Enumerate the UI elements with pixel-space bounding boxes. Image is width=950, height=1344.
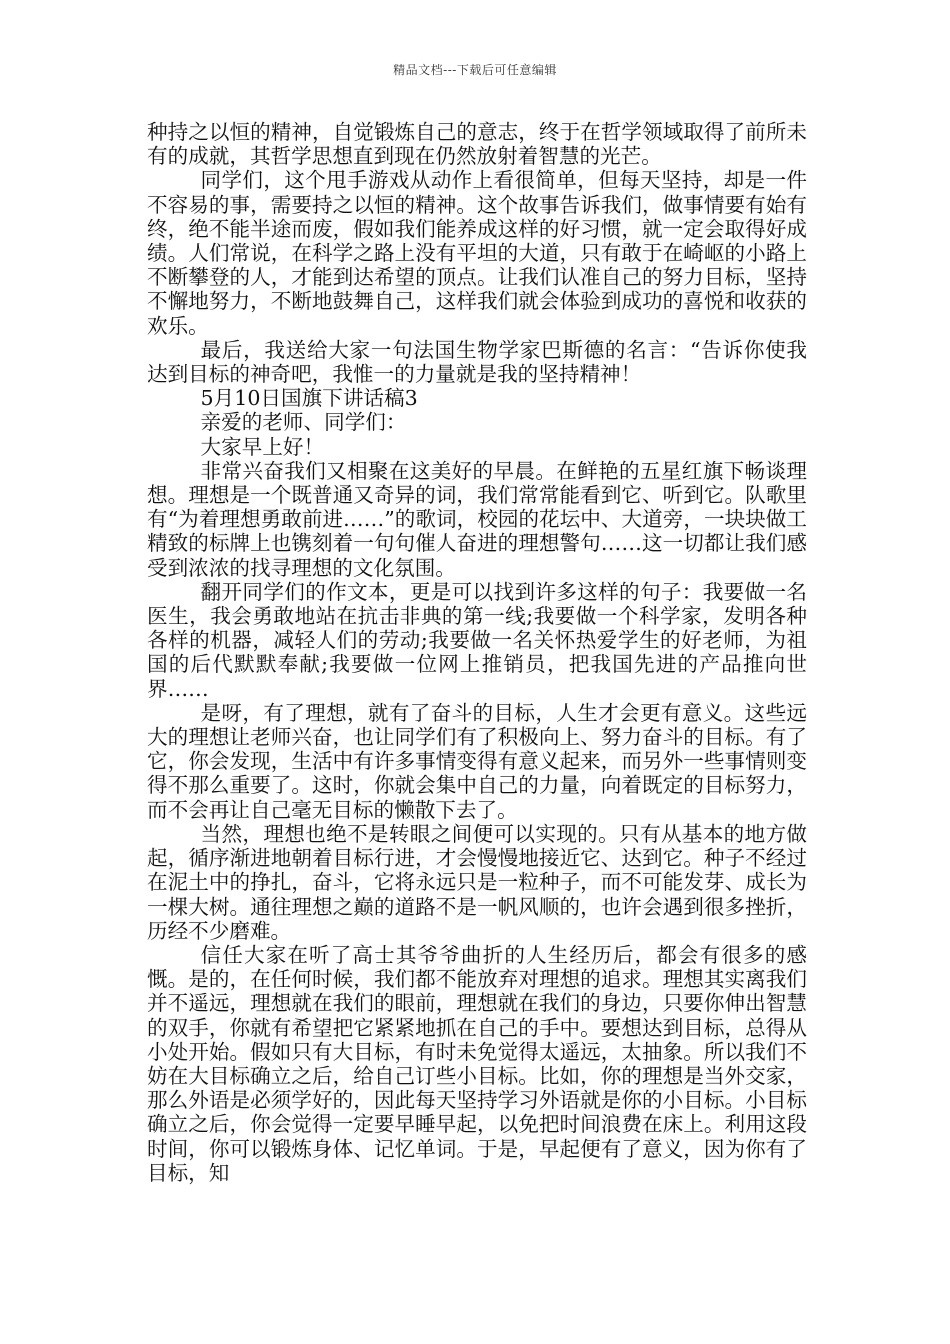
- salutation: 亲爱的老师、同学们：: [200, 410, 407, 435]
- paragraph: 信任大家在听了高士其爷爷曲折的人生经历后，都会有很多的感慨。是的，在任何时候，我们都不能放弃对理想的追求。理想其实离我们并不遥远，理想就在我们的眼前，理想就在我们的身边，只要你伸出智慧的双手，你就有希望把它紧紧地抓在自己的手中。要想达到目标，总得从小处开始。假如只有大目标，有时未免觉得太遥远，太抽象。所以我们不妨在大目标确立之后，给自己订些小目标。比如，你的理想是当外交家，那么外语是必须学好的，因此每天坚持学习外语就是你的小目标。小目标确立之后，你会觉得一定要早睡早起，以免把时间浪费在床上。利用这段时间，你可以锻炼身体、记忆单词。于是，早起便有了意义，因为你有了目标，知: [147, 942, 807, 1185]
- paragraph: 同学们，这个甩手游戏从动作上看很简单，但每天坚持，却是一件不容易的事，需要持之以恒的精神。这个故事告诉我们，做事情要有始有终，绝不能半途而废，假如我们能养成这样的好习惯，就一定会取得好成绩。人们常说，在科学之路上没有平坦的大道，只有敢于在崎岖的小路上不断攀登的人，才能到达希望的顶点。让我们认准自己的努力目标，坚持不懈地努力，不断地鼓舞自己，这样我们就会体验到成功的喜悦和收获的欢乐。: [147, 168, 807, 338]
- document-body: [147, 120, 807, 1185]
- paragraph: 非常兴奋我们又相聚在这美好的早晨。在鲜艳的五星红旗下畅谈理想。理想是一个既普通又奇异的词，我们常常能看到它、听到它。队歌里有“为着理想勇敢前进……”的歌词，校园的花坛中、大道旁，一块块做工精致的标牌上也镌刻着一句句催人奋进的理想警句……这一切都让我们感受到浓浓的找寻理想的文化氛围。: [147, 458, 807, 580]
- paragraph: 当然，理想也绝不是转眼之间便可以实现的。只有从基本的地方做起，循序渐进地朝着目标行进，才会慢慢地接近它、达到它。种子不经过在泥土中的挣扎，奋斗，它将永远只是一粒种子，而不可能发芽、成长为一棵大树。通往理想之巅的道路不是一帆风顺的，也许会遇到很多挫折，历经不少磨难。: [147, 821, 807, 943]
- greeting: 大家早上好！: [200, 434, 325, 459]
- page-header: 精品文档---下载后可任意编辑: [393, 63, 557, 77]
- paragraph: 最后，我送给大家一句法国生物学家巴斯德的名言：“告诉你使我达到目标的神奇吧，我惟一的力量就是我的坚持精神！: [147, 337, 807, 387]
- paragraph: 翻开同学们的作文本，更是可以找到许多这样的句子：我要做一名医生，我会勇敢地站在抗击非典的第一线;我要做一个科学家，发明各种各样的机器，减轻人们的劳动;我要做一名关怀热爱学生的好老师，为祖国的后代默默奉献;我要做一位网上推销员，把我国先进的产品推向世界……: [147, 579, 807, 701]
- paragraph: 种持之以恒的精神，自觉锻炼自己的意志，终于在哲学领域取得了前所未有的成就，其哲学思想直到现在仍然放射着智慧的光芒。: [147, 120, 807, 169]
- section-title: 5月10日国旗下讲话稿3: [200, 386, 418, 411]
- paragraph: 是呀，有了理想，就有了奋斗的目标，人生才会更有意义。这些远大的理想让老师兴奋，也让同学们有了积极向上、努力奋斗的目标。有了它，你会发现，生活中有许多事情变得有意义起来，而另外一些事情则变得不那么重要了。这时，你就会集中自己的力量，向着既定的目标努力，而不会再让自己毫无目标的懒散下去了。: [147, 700, 807, 822]
